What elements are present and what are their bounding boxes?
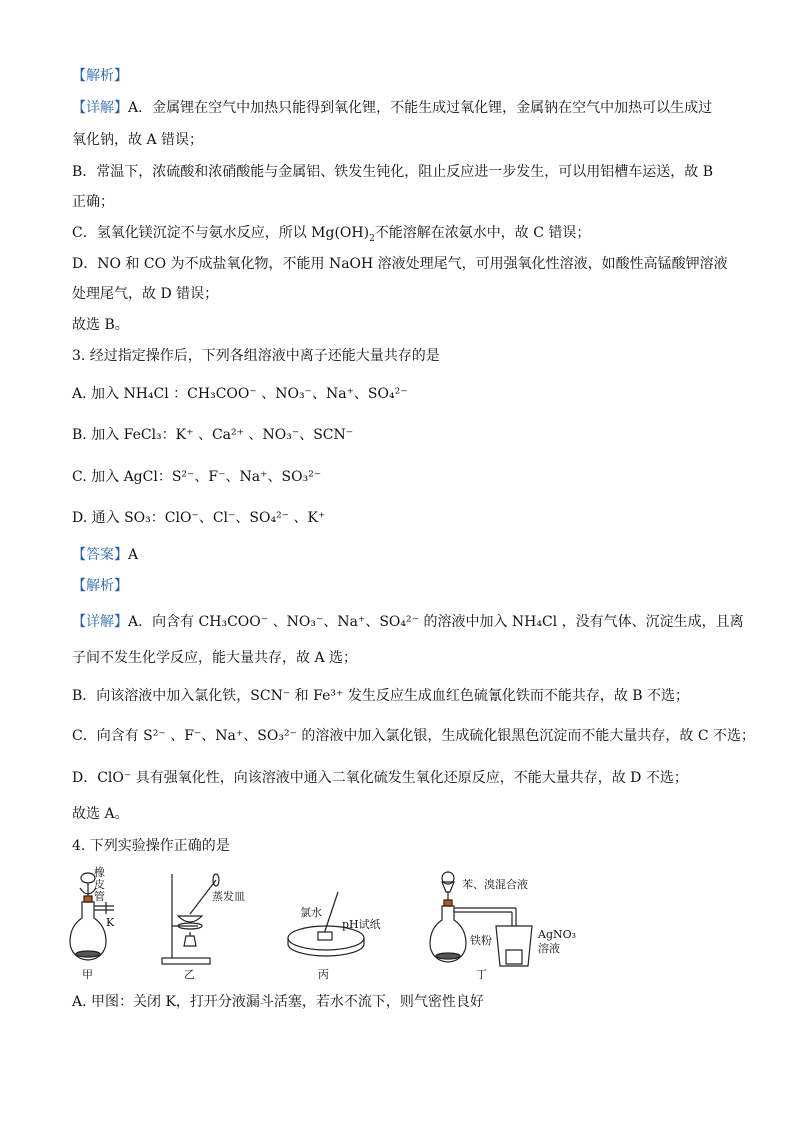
question-3-option-d: D. 通入 SO₃：ClO⁻、Cl⁻、SO₄²⁻ 、K⁺ [72,510,326,526]
detail-2-line-6: 故选 A。 [72,806,129,822]
question-3-option-a: A. 加入 NH₄Cl ：CH₃COO⁻ 、NO₃⁻、Na⁺、SO₄²⁻ [72,386,408,402]
detail-2-line-5: D．ClO⁻ 具有强氧化性，向该溶液中通入二氧化硫发生氧化还原反应，不能大量共存，故 D 不选； [72,770,688,786]
jia-name: 甲 [82,968,93,981]
jia-k-label: K [106,916,115,929]
detail-line-2: 氧化钠，故 A 错误； [72,132,204,148]
analysis-tag-1: 【解析】 [72,68,128,84]
detail-2-line-2: 子间不发生化学反应，能大量共存，故 A 选； [72,650,358,666]
detail-line-5: C．氢氧化镁沉淀不与氨水反应，所以 $Mg(OH)_2$不能溶解在浓氨水中，故 C 错误； [72,225,591,244]
jia-label-2: 皮 [94,878,105,891]
bing-label-2: pH试纸 [342,918,381,931]
apparatus-yi [162,874,219,964]
analysis-tag-2: 【解析】 [72,578,128,594]
question-3-stem: 3. 经过指定操作后，下列各组溶液中离子还能大量共存的是 [72,348,440,364]
bing-label-1: 氯水 [300,906,322,919]
detail-line-4: 正确； [72,194,114,210]
bing-name: 丙 [318,968,329,981]
ding-label-3: AgNO₃ [538,928,577,941]
apparatus-figure [66,866,586,984]
detail-2-line-3: B．向该溶液中加入氯化铁，SCN⁻ 和 Fe³⁺ 发生反应生成血红色硫氰化铁而不能共存，故 B 不选； [72,688,690,704]
ding-name: 丁 [476,968,487,981]
question-4-option-a: A. 甲图：关闭 K，打开分液漏斗活塞，若水不流下，则气密性良好 [72,994,484,1010]
answer-line: 【答案】A [72,547,139,563]
yi-name: 乙 [184,968,195,981]
ding-label-4: 溶液 [538,942,560,955]
yi-label: 蒸发皿 [212,890,245,903]
detail-2-line-4: C．向含有 S²⁻ 、F⁻、Na⁺、SO₃²⁻ 的溶液中加入氯化银，生成硫化银黑色沉淀而不能大量共存，故 C 不选； [72,728,756,744]
ding-label-1: 苯、溴混合液 [462,878,528,891]
question-3-option-c: C. 加入 AgCl：S²⁻、F⁻、Na⁺、SO₃²⁻ [72,469,322,485]
jia-label-3: 管 [94,890,105,903]
detail-line-3: B．常温下，浓硫酸和浓硝酸能与金属铝、铁发生钝化，阻止反应进一步发生，可以用铝槽车运送，故 B [72,164,714,180]
ding-label-2: 铁粉 [470,934,492,947]
question-3-option-b: B. 加入 FeCl₃：K⁺ 、Ca²⁺ 、NO₃⁻、SCN⁻ [72,427,354,443]
detail-2-line-1: 【详解】A．向含有 CH₃COO⁻ 、NO₃⁻、Na⁺、SO₄²⁻ 的溶液中加入 NH₄Cl ，没有气体、沉淀生成，且离 [72,614,744,630]
question-4-stem: 4. 下列实验操作正确的是 [72,838,230,854]
detail-line-8: 故选 B。 [72,317,129,333]
detail-line-7: 处理尾气，故 D 错误； [72,286,219,302]
jia-label-1: 橡 [94,866,105,879]
detail-line-6: D．NO 和 CO 为不成盐氧化物，不能用 NaOH 溶液处理尾气，可用强氧化性溶液，如酸性高锰酸钾溶液 [72,256,728,272]
detail-line-1: 【详解】A．金属锂在空气中加热只能得到氧化锂，不能生成过氧化锂，金属钠在空气中加热可以生成过 [72,100,713,116]
